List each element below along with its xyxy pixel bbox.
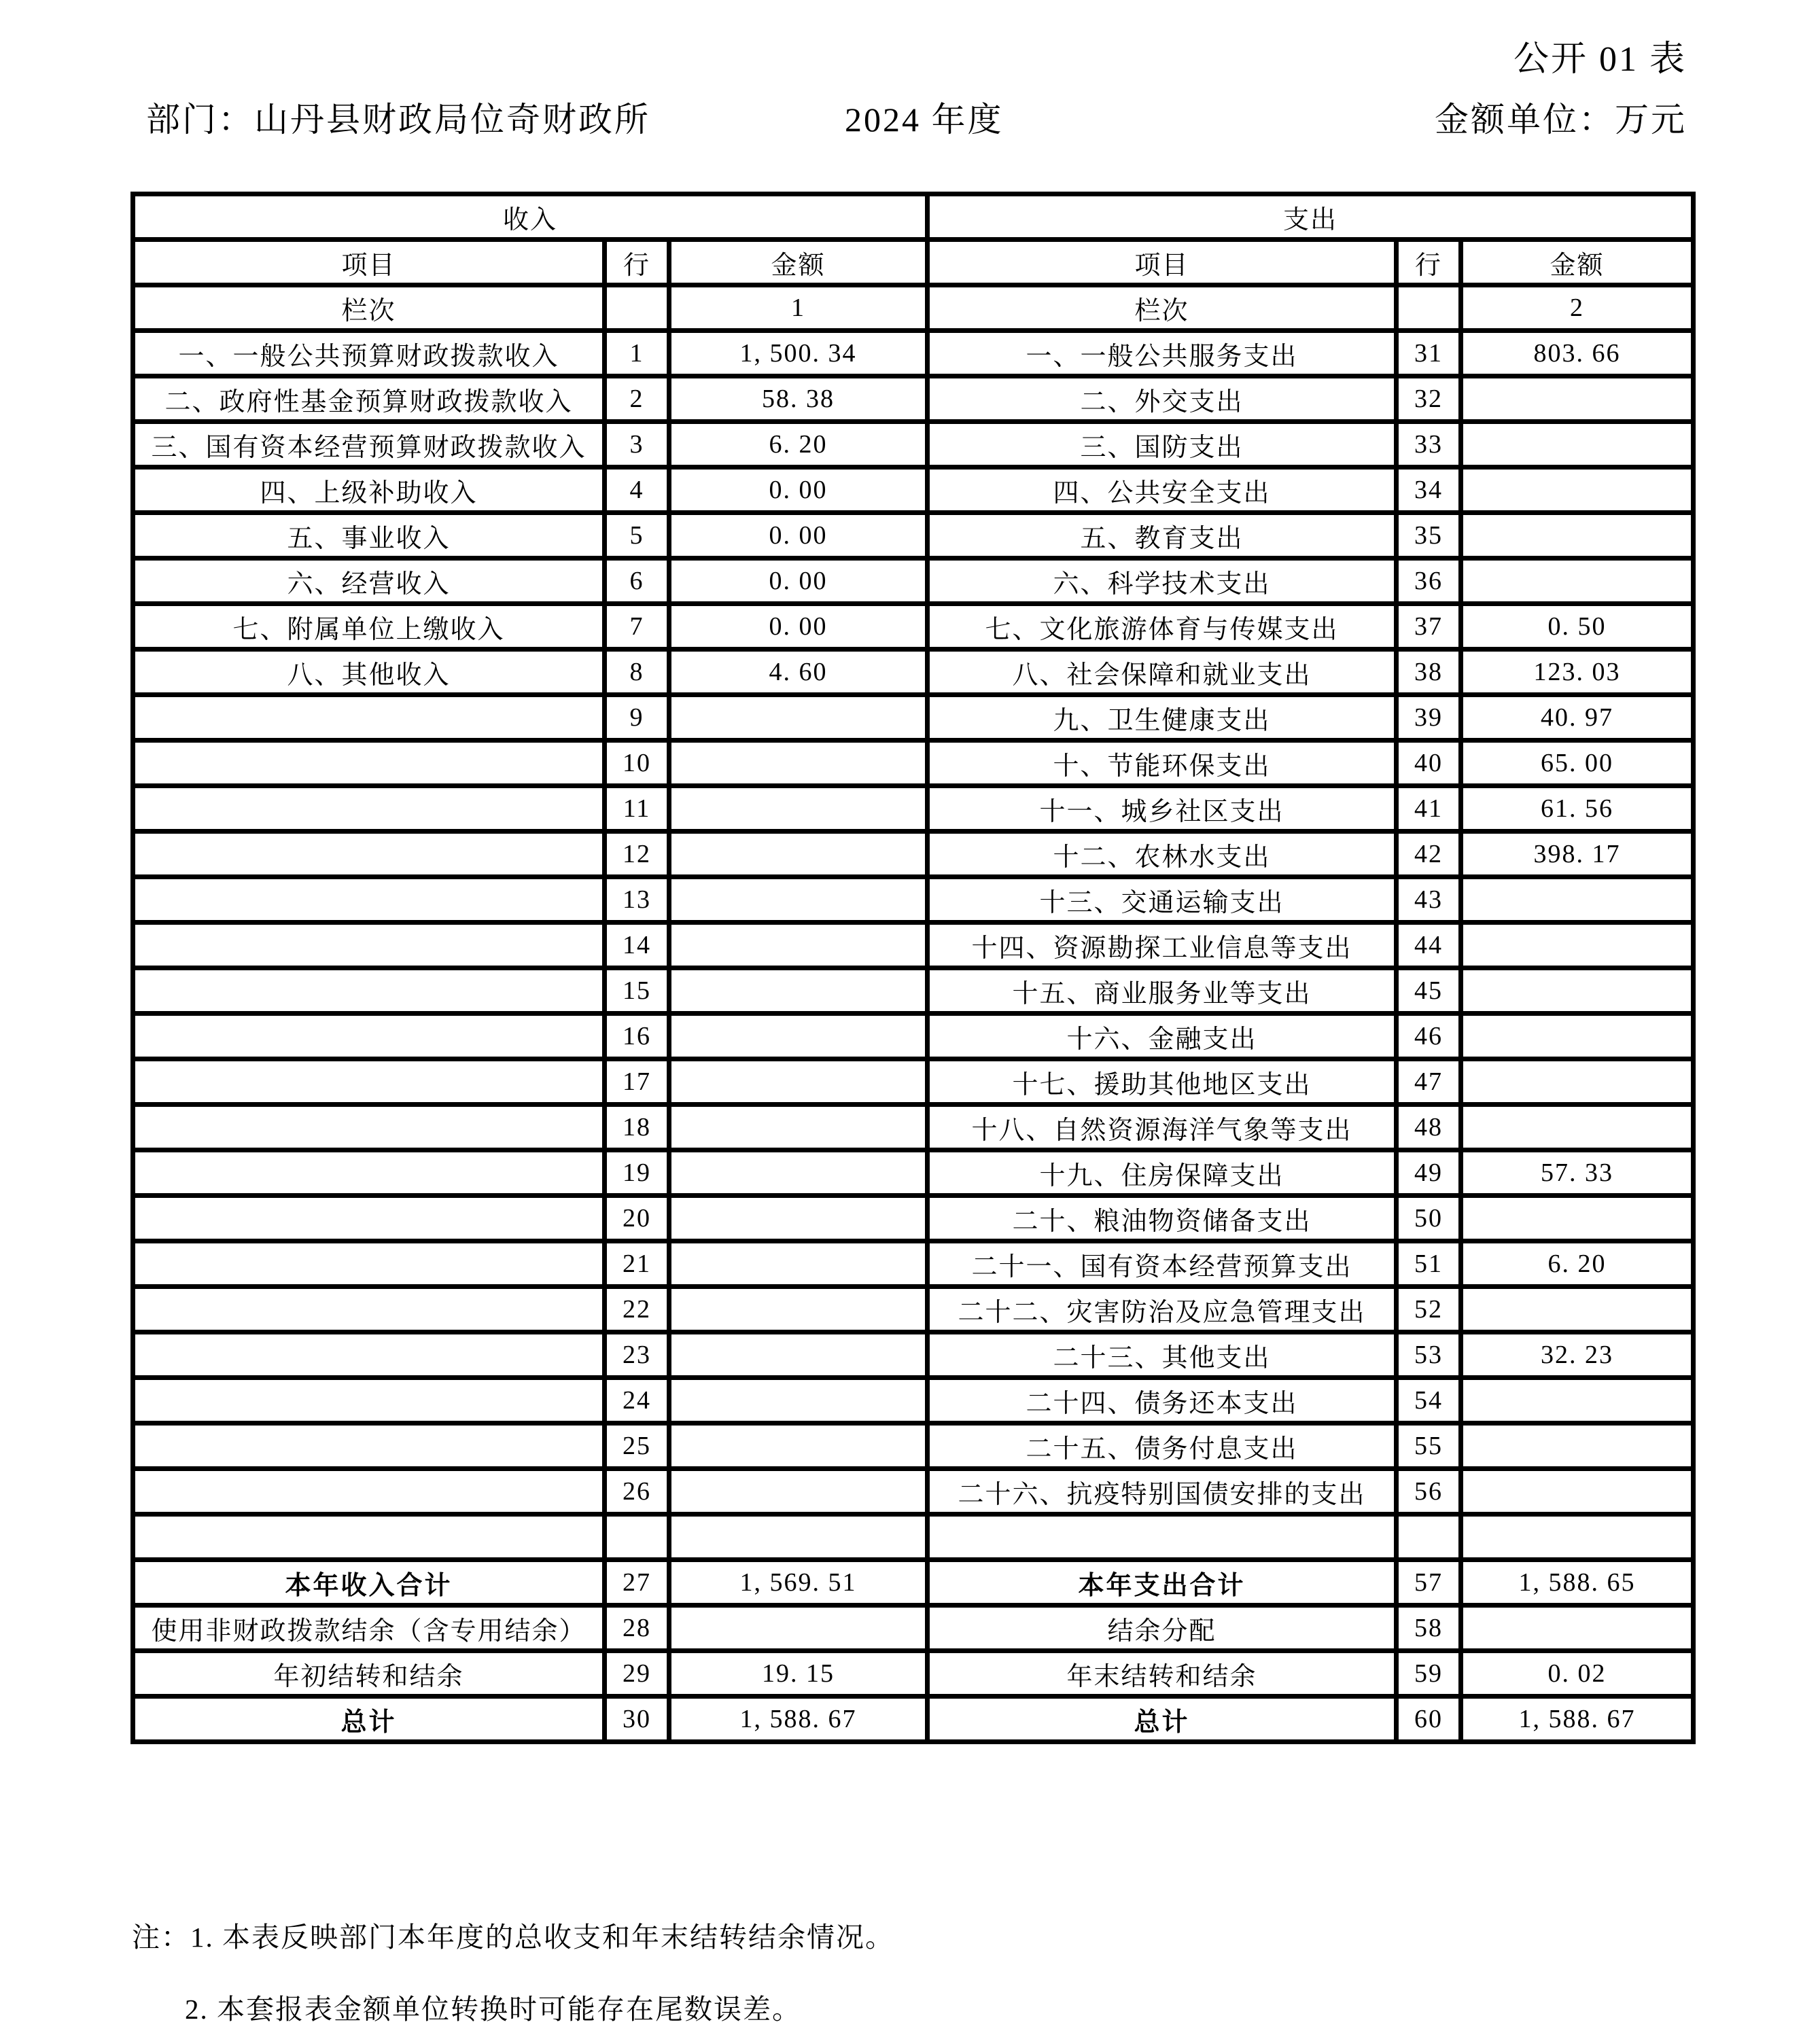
expense-item-cell: 总计 [928,1697,1397,1742]
table-row [133,1378,1694,1423]
income-item-cell: 七、附属单位上缴收入 [133,604,605,650]
expense-line-cell: 40 [1397,741,1461,786]
income-line-index-cell [605,285,669,331]
expense-line-cell: 39 [1397,695,1461,741]
income-line-cell: 29 [605,1651,669,1697]
expense-item-cell: 二十三、其他支出 [928,1332,1397,1378]
table-row [133,1651,1694,1697]
income-line-cell: 10 [605,741,669,786]
table-row [133,1105,1694,1150]
expense-item-cell: 十、节能环保支出 [928,741,1397,786]
expense-item-cell: 年末结转和结余 [928,1651,1397,1697]
expense-line-cell: 31 [1397,331,1461,376]
income-line-header: 行 [605,240,669,285]
income-amount-cell [669,1332,928,1378]
expense-item-cell: 八、社会保障和就业支出 [928,650,1397,695]
expense-amount-cell: 1, 588. 65 [1461,1560,1694,1606]
expense-amount-cell [1461,1105,1694,1150]
expense-item-cell: 十一、城乡社区支出 [928,786,1397,832]
expense-amount-cell [1461,1515,1694,1560]
income-item-cell: 使用非财政拨款结余（含专用结余） [133,1606,605,1651]
expense-line-cell: 56 [1397,1469,1461,1515]
income-line-cell: 30 [605,1697,669,1742]
income-item-cell [133,741,605,786]
income-line-cell: 1 [605,331,669,376]
income-line-cell: 5 [605,513,669,559]
income-line-cell: 17 [605,1059,669,1105]
expense-amount-cell [1461,1287,1694,1332]
income-amount-cell: 0. 00 [669,467,928,513]
expense-amount-cell [1461,1423,1694,1469]
report-header [0,92,1820,140]
income-line-cell: 6 [605,559,669,604]
income-amount-cell [669,923,928,968]
expense-item-cell [928,1515,1397,1560]
expense-amount-cell: 0. 50 [1461,604,1694,650]
expense-item-cell: 十六、金融支出 [928,1014,1397,1059]
income-line-cell: 4 [605,467,669,513]
expense-item-cell: 三、国防支出 [928,422,1397,467]
expense-amount-cell: 6. 20 [1461,1241,1694,1287]
income-amount-cell [669,1423,928,1469]
income-item-cell: 一、一般公共预算财政拨款收入 [133,331,605,376]
income-amount-cell [669,832,928,877]
footnote-1: 注：1. 本表反映部门本年度的总收支和年末结转结余情况。 [132,1922,894,1953]
income-amount-cell [669,1059,928,1105]
income-item-header: 项目 [133,240,605,285]
expense-amount-header: 金额 [1461,240,1694,285]
expense-item-cell: 十四、资源勘探工业信息等支出 [928,923,1397,968]
income-line-cell: 19 [605,1150,669,1196]
expense-amount-cell [1461,559,1694,604]
income-line-cell: 21 [605,1241,669,1287]
expense-line-cell: 44 [1397,923,1461,968]
expense-amount-cell [1461,1469,1694,1515]
income-item-cell [133,1014,605,1059]
income-amount-cell [669,786,928,832]
income-line-cell: 25 [605,1423,669,1469]
income-item-cell [133,923,605,968]
income-section-header: 收入 [133,194,928,240]
expense-amount-cell [1461,1059,1694,1105]
expense-item-cell: 十三、交通运输支出 [928,877,1397,923]
expense-amount-cell [1461,1196,1694,1241]
income-amount-cell [669,1469,928,1515]
expense-line-cell: 59 [1397,1651,1461,1697]
income-amount-cell [669,1287,928,1332]
income-amount-cell: 0. 00 [669,513,928,559]
income-item-cell [133,1423,605,1469]
expense-amount-cell: 32. 23 [1461,1332,1694,1378]
expense-line-cell: 53 [1397,1332,1461,1378]
expense-line-cell: 49 [1397,1150,1461,1196]
table-row [133,1287,1694,1332]
table-row [133,786,1694,832]
expense-item-cell: 二十、粮油物资储备支出 [928,1196,1397,1241]
expense-amount-cell [1461,467,1694,513]
income-amount-cell [669,695,928,741]
income-item-cell [133,1105,605,1150]
income-amount-cell [669,1105,928,1150]
expense-column-number: 2 [1461,285,1694,331]
expense-line-cell: 35 [1397,513,1461,559]
income-item-cell: 本年收入合计 [133,1560,605,1606]
expense-item-cell: 二十四、债务还本支出 [928,1378,1397,1423]
income-line-cell: 18 [605,1105,669,1150]
income-column-number: 1 [669,285,928,331]
expense-line-cell: 38 [1397,650,1461,695]
income-line-cell: 7 [605,604,669,650]
income-item-cell [133,1241,605,1287]
expense-line-cell: 47 [1397,1059,1461,1105]
column-header-row [133,240,1694,285]
expense-amount-cell [1461,877,1694,923]
expense-line-cell: 37 [1397,604,1461,650]
income-item-cell: 六、经营收入 [133,559,605,604]
expense-item-cell: 七、文化旅游体育与传媒支出 [928,604,1397,650]
table-row [133,422,1694,467]
income-amount-cell: 6. 20 [669,422,928,467]
expense-line-cell: 60 [1397,1697,1461,1742]
expense-line-cell: 48 [1397,1105,1461,1150]
expense-line-cell: 55 [1397,1423,1461,1469]
expense-amount-cell: 61. 56 [1461,786,1694,832]
income-line-cell: 3 [605,422,669,467]
section-header-row [133,194,1694,240]
income-line-cell: 16 [605,1014,669,1059]
expense-line-cell [1397,1515,1461,1560]
table-row [133,331,1694,376]
table-row [133,832,1694,877]
expense-line-cell: 50 [1397,1196,1461,1241]
income-item-cell [133,695,605,741]
income-amount-cell [669,1241,928,1287]
income-line-cell: 26 [605,1469,669,1515]
expense-item-header: 项目 [928,240,1397,285]
table-row [133,650,1694,695]
table-row [133,1196,1694,1241]
income-amount-cell: 1, 500. 34 [669,331,928,376]
table-row [133,695,1694,741]
expense-amount-cell: 123. 03 [1461,650,1694,695]
expense-item-cell: 本年支出合计 [928,1560,1397,1606]
expense-amount-cell: 40. 97 [1461,695,1694,741]
expense-line-cell: 54 [1397,1378,1461,1423]
income-line-cell: 22 [605,1287,669,1332]
table-row [133,513,1694,559]
expense-item-cell: 结余分配 [928,1606,1397,1651]
income-item-cell [133,1469,605,1515]
income-line-cell: 12 [605,832,669,877]
table-row [133,1423,1694,1469]
expense-amount-cell [1461,968,1694,1014]
income-amount-cell: 19. 15 [669,1651,928,1697]
income-amount-cell [669,1378,928,1423]
income-line-cell: 15 [605,968,669,1014]
fiscal-year-label: 2024 年度 [845,101,1004,139]
expense-item-cell: 十二、农林水支出 [928,832,1397,877]
income-amount-cell [669,1606,928,1651]
expense-amount-cell [1461,1378,1694,1423]
income-amount-cell: 0. 00 [669,604,928,650]
table-row [133,923,1694,968]
income-line-cell: 23 [605,1332,669,1378]
expense-line-cell: 58 [1397,1606,1461,1651]
income-column-index-label: 栏次 [133,285,605,331]
income-item-cell: 年初结转和结余 [133,1651,605,1697]
expense-column-index-label: 栏次 [928,285,1397,331]
income-amount-cell [669,877,928,923]
income-item-cell [133,1150,605,1196]
expense-amount-cell [1461,923,1694,968]
expense-amount-cell: 398. 17 [1461,832,1694,877]
amount-unit-label: 金额单位：万元 [1435,101,1687,139]
expense-item-cell: 五、教育支出 [928,513,1397,559]
income-item-cell [133,968,605,1014]
expense-item-cell: 二十六、抗疫特别国债安排的支出 [928,1469,1397,1515]
table-row [133,376,1694,422]
table-row [133,1515,1694,1560]
department-label: 部门：山丹县财政局位奇财政所 [146,101,650,139]
expense-item-cell: 二十二、灾害防治及应急管理支出 [928,1287,1397,1332]
column-index-row [133,285,1694,331]
expense-line-index-cell [1397,285,1461,331]
expense-amount-cell [1461,1606,1694,1651]
footnotes [132,1915,894,2027]
table-row [133,604,1694,650]
expense-line-cell: 57 [1397,1560,1461,1606]
income-expense-table [130,192,1696,1744]
expense-line-cell: 36 [1397,559,1461,604]
income-item-cell [133,832,605,877]
income-line-cell [605,1515,669,1560]
income-line-cell: 24 [605,1378,669,1423]
income-item-cell: 五、事业收入 [133,513,605,559]
expense-line-cell: 32 [1397,376,1461,422]
income-amount-cell: 58. 38 [669,376,928,422]
table-row [133,1059,1694,1105]
income-amount-cell: 1, 588. 67 [669,1697,928,1742]
expense-amount-cell: 65. 00 [1461,741,1694,786]
table-row [133,741,1694,786]
expense-item-cell: 十八、自然资源海洋气象等支出 [928,1105,1397,1150]
expense-line-cell: 45 [1397,968,1461,1014]
income-item-cell: 总计 [133,1697,605,1742]
income-amount-header: 金额 [669,240,928,285]
income-line-cell: 2 [605,376,669,422]
income-line-cell: 14 [605,923,669,968]
expense-line-cell: 46 [1397,1014,1461,1059]
expense-item-cell: 一、一般公共服务支出 [928,331,1397,376]
income-line-cell: 13 [605,877,669,923]
income-item-cell [133,1515,605,1560]
income-item-cell: 八、其他收入 [133,650,605,695]
expense-line-cell: 41 [1397,786,1461,832]
income-amount-cell: 4. 60 [669,650,928,695]
expense-amount-cell: 1, 588. 67 [1461,1697,1694,1742]
income-item-cell [133,1196,605,1241]
table-row [133,1560,1694,1606]
income-amount-cell [669,968,928,1014]
income-line-cell: 20 [605,1196,669,1241]
expense-amount-cell: 0. 02 [1461,1651,1694,1697]
table-row [133,1014,1694,1059]
expense-amount-cell [1461,422,1694,467]
expense-line-cell: 34 [1397,467,1461,513]
expense-amount-cell [1461,376,1694,422]
table-row [133,559,1694,604]
table-row [133,968,1694,1014]
expense-line-header: 行 [1397,240,1461,285]
income-item-cell: 二、政府性基金预算财政拨款收入 [133,376,605,422]
expense-item-cell: 九、卫生健康支出 [928,695,1397,741]
income-line-cell: 11 [605,786,669,832]
table-row [133,1606,1694,1651]
income-item-cell [133,1287,605,1332]
income-amount-cell: 1, 569. 51 [669,1560,928,1606]
income-amount-cell [669,741,928,786]
table-row [133,467,1694,513]
footnote-2: 2. 本套报表金额单位转换时可能存在尾数误差。 [185,1994,801,2025]
income-item-cell [133,786,605,832]
expense-item-cell: 二十一、国有资本经营预算支出 [928,1241,1397,1287]
income-item-cell: 四、上级补助收入 [133,467,605,513]
table-row [133,1150,1694,1196]
expense-amount-cell: 57. 33 [1461,1150,1694,1196]
expense-item-cell: 十九、住房保障支出 [928,1150,1397,1196]
expense-line-cell: 42 [1397,832,1461,877]
income-line-cell: 9 [605,695,669,741]
expense-line-cell: 33 [1397,422,1461,467]
income-item-cell [133,877,605,923]
expense-line-cell: 51 [1397,1241,1461,1287]
expense-item-cell: 十七、援助其他地区支出 [928,1059,1397,1105]
expense-line-cell: 43 [1397,877,1461,923]
table-row [133,1332,1694,1378]
table-row [133,1697,1694,1742]
income-item-cell [133,1059,605,1105]
income-amount-cell: 0. 00 [669,559,928,604]
income-item-cell [133,1332,605,1378]
expense-item-cell: 六、科学技术支出 [928,559,1397,604]
table-body [133,331,1694,1742]
expense-section-header: 支出 [928,194,1694,240]
income-line-cell: 28 [605,1606,669,1651]
table-row [133,877,1694,923]
expense-item-cell: 四、公共安全支出 [928,467,1397,513]
form-number-label: 公开 01 表 [1513,40,1687,79]
expense-line-cell: 52 [1397,1287,1461,1332]
expense-item-cell: 二、外交支出 [928,376,1397,422]
expense-amount-cell [1461,513,1694,559]
income-line-cell: 27 [605,1560,669,1606]
income-item-cell: 三、国有资本经营预算财政拨款收入 [133,422,605,467]
income-amount-cell [669,1014,928,1059]
expense-item-cell: 十五、商业服务业等支出 [928,968,1397,1014]
income-amount-cell [669,1515,928,1560]
table-row [133,1241,1694,1287]
income-amount-cell [669,1150,928,1196]
income-line-cell: 8 [605,650,669,695]
table-row [133,1469,1694,1515]
income-amount-cell [669,1196,928,1241]
income-item-cell [133,1378,605,1423]
expense-amount-cell: 803. 66 [1461,331,1694,376]
expense-amount-cell [1461,1014,1694,1059]
expense-item-cell: 二十五、债务付息支出 [928,1423,1397,1469]
